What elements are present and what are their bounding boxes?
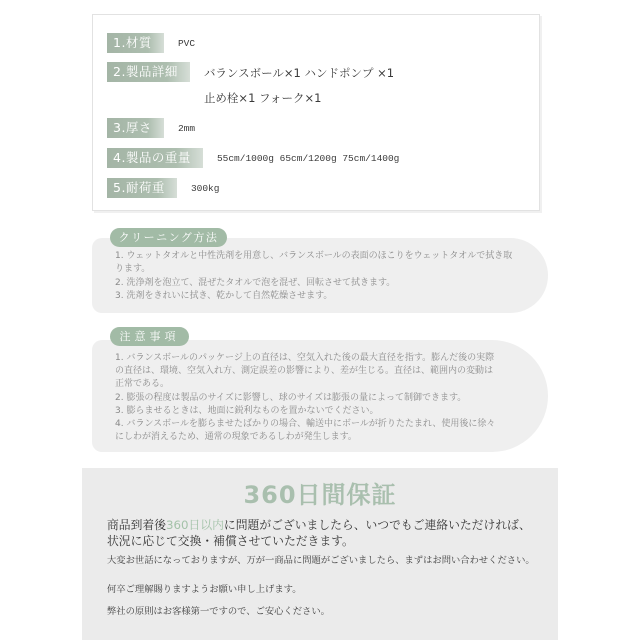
spec-value-details-line-2: 止め栓×1 フォーク×1 xyxy=(203,91,322,105)
cleaning-line: 2. 洗浄剤を泡立て、混ぜたタオルで泡を混ぜ、回転させて拭きます。 xyxy=(115,277,396,288)
warranty-period-highlight: 360日以内 xyxy=(166,518,224,532)
cleaning-line: 1. ウェットタオルと中性洗剤を用意し、バランスボールの表面のほこりをウェットタオルで拭き取 xyxy=(115,251,513,261)
cleaning-text xyxy=(115,250,512,303)
spec-values-details xyxy=(204,62,394,109)
spec-label-weight: 4.製品の重量 xyxy=(107,148,203,168)
spec-row-material xyxy=(107,33,195,55)
warranty-lead-line-2: 状況に応じて交換・補償させていただきます。 xyxy=(107,534,354,548)
spec-row-details xyxy=(107,62,394,109)
spec-row-load-capacity xyxy=(107,178,219,200)
spec-value-load-capacity: 300kg xyxy=(190,183,220,194)
spec-value-weight: 55cm/1000g 65cm/1200g 75cm/1400g xyxy=(216,153,400,164)
spec-values-thickness xyxy=(178,118,195,140)
spec-row-thickness xyxy=(107,118,195,140)
spec-value-thickness: 2mm xyxy=(177,123,196,134)
warranty-note-principle: 弊社の原則はお客様第一ですので、ご安心ください。 xyxy=(107,606,330,617)
warranty-title: 360日間保証 xyxy=(243,481,397,509)
warranty-note-inquiry: 大変お世話になっておりますが、万が一商品に問題がございましたら、まずはお問い合わせください。 xyxy=(107,555,535,566)
caution-line: 1. バランスボールのパッケージ上の直径は、空気入れた後の最大直径を指す。膨んだ後の実際 xyxy=(115,353,495,363)
warranty-note-understanding: 何卒ご理解賜りますようお願い申し上げます。 xyxy=(107,584,302,595)
warranty-lead-line-1 xyxy=(107,517,531,533)
caution-line: 2. 膨張の程度は製品のサイズに影響し、球のサイズは膨張の量によって制御できます。 xyxy=(115,392,467,403)
spec-label-thickness: 3.厚さ xyxy=(107,118,164,138)
caution-line: にしわが消えるため、通常の現象であるしわが発生します。 xyxy=(115,432,357,443)
warranty-lead-after: に問題がございましたら、いつでもご連絡いただければ、 xyxy=(223,518,531,532)
caution-line: 3. 膨らませるときは、地面に鋭利なものを置かないでください。 xyxy=(115,405,379,416)
warranty-lead-before: 商品到着後 xyxy=(107,518,166,532)
caution-line: 正常である。 xyxy=(115,379,170,390)
cleaning-heading: クリーニング方法 xyxy=(110,228,227,247)
spec-label-details: 2.製品詳細 xyxy=(107,62,190,82)
cleaning-line: ります。 xyxy=(115,264,151,275)
caution-line: 4. バランスボールを膨らませたばかりの場合、輸送中にボールが折りたたまれ、使用後に徐々 xyxy=(115,419,496,430)
spec-value-material: PVC xyxy=(177,38,196,49)
spec-row-weight xyxy=(107,148,399,170)
caution-text xyxy=(115,352,495,444)
warranty-lead xyxy=(107,517,531,549)
spec-values-material xyxy=(178,33,195,55)
spec-label-load-capacity: 5.耐荷重 xyxy=(107,178,177,198)
spec-label-material: 1.材質 xyxy=(107,33,164,53)
caution-heading: 注意事項 xyxy=(110,327,189,346)
spec-values-weight xyxy=(217,148,399,170)
spec-value-details-line-1: バランスボール×1 ハンドポンプ ×1 xyxy=(203,66,395,80)
spec-values-load-capacity xyxy=(191,178,220,200)
caution-line: の直径は、環境、空気入れ方、測定誤差の影響により、差が生じる。直径は、範囲内の変動は xyxy=(115,366,494,377)
cleaning-line: 3. 洗剤をきれいに拭き、乾かして自然乾燥させます。 xyxy=(115,290,333,301)
